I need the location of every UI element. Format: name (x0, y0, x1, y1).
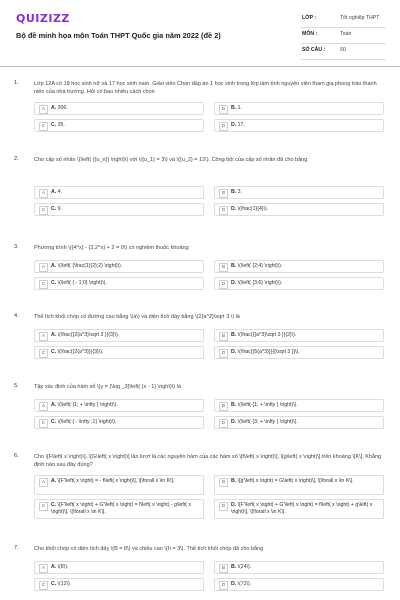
meta-label: LỚP : (302, 15, 317, 21)
option-letter: A. (51, 332, 57, 338)
option-value: \[F'\left( x \right) + G'\left( x \right) = f\left( x \right) + g\left( x \right)\], \[\forall x \in K\]. (231, 502, 373, 515)
meta-label: MÔN : (302, 31, 318, 37)
option-key-box: D (219, 502, 228, 511)
option-text (231, 402, 380, 409)
question-text: Thể tích khối chóp có đường cao bằng \(a\) và diện tích đáy bằng \(2{a^2}\sqrt 3 \) là (34, 314, 240, 320)
option-key-box: D (219, 206, 228, 215)
answer-option-a[interactable] (34, 260, 204, 273)
question-number: 4. (14, 313, 19, 319)
option-key-box: B (219, 105, 228, 114)
option-value: 306. (57, 105, 68, 111)
option-value: \(\left( {3;6} \right)\). (237, 280, 283, 286)
option-key-box: A (39, 402, 48, 411)
option-value: \(\frac{1}{4}\). (237, 206, 269, 212)
option-text (51, 402, 200, 409)
option-text (51, 105, 200, 112)
question-text: Phương trình \({4^x} - {3.2^x} + 2 = 0\) có nghiệm thuộc khoảng (34, 245, 189, 251)
option-letter: B. (231, 478, 237, 484)
meta-table (300, 12, 386, 60)
option-letter: C. (51, 581, 57, 587)
option-letter: C. (51, 206, 57, 212)
option-key-box: A (39, 263, 48, 272)
answer-option-b[interactable] (214, 561, 384, 574)
option-key-box: C (39, 280, 48, 289)
question-text: Cho \[F\left( x \right)\], \[G\left( x \right)\] lần lượt là các nguyên hàm của các hàm số \[f\left( x \right)\], \[g\left( x \right)\] trên khoảng \[K\]. Khẳng định nào sau đây đúng? (34, 454, 382, 468)
option-letter: D. (231, 280, 237, 286)
option-letter: A. (51, 478, 57, 484)
option-text (51, 502, 200, 516)
header-divider (0, 66, 400, 67)
option-key-box: B (219, 478, 228, 487)
option-text (51, 122, 200, 129)
answer-option-b[interactable] (214, 186, 384, 199)
answer-option-d[interactable] (214, 346, 384, 359)
answer-option-a[interactable] (34, 102, 204, 115)
answer-option-d[interactable] (214, 499, 384, 519)
option-text (51, 280, 200, 287)
answer-option-c[interactable] (34, 578, 204, 591)
option-letter: C. (51, 349, 57, 355)
option-letter: C. (51, 122, 57, 128)
answer-option-c[interactable] (34, 416, 204, 429)
question-text: Cho cấp số nhân \(\left( {{u_n}} \right)\) với \({u_1} = 3\) và \({u_2} = 12\). Công bội của cấp số nhân đã cho bằng (34, 157, 308, 163)
quizizz-logo: QUIZIZZ (16, 12, 70, 25)
option-text (231, 122, 380, 129)
question-number: 2. (14, 156, 19, 162)
option-letter: A. (51, 263, 57, 269)
option-value: \(8\). (57, 564, 69, 570)
meta-value: 50 (340, 47, 346, 53)
document-header (0, 0, 400, 64)
option-key-box: D (219, 280, 228, 289)
answer-option-d[interactable] (214, 203, 384, 216)
option-text (51, 332, 200, 339)
answer-option-d[interactable] (214, 277, 384, 290)
option-text (51, 206, 200, 213)
option-value: \(\left( {2;4} \right)\). (237, 263, 283, 269)
option-text (231, 349, 380, 356)
option-text (231, 419, 380, 426)
answer-option-c[interactable] (34, 499, 204, 519)
option-key-box: C (39, 419, 48, 428)
answer-option-a[interactable] (34, 561, 204, 574)
option-value: \(\left( {1; + \infty } \right)\). (237, 402, 298, 408)
answer-option-a[interactable] (34, 186, 204, 199)
option-text (231, 478, 380, 485)
document-title: Bộ đề minh họa môn Toán THPT Quốc gia năm 2022 (đề 2) (16, 31, 221, 40)
option-text (231, 564, 380, 571)
option-key-box: B (219, 564, 228, 573)
option-text (51, 419, 200, 426)
option-text (231, 206, 380, 213)
question-number: 6. (14, 453, 19, 459)
option-key-box: D (219, 349, 228, 358)
option-text (231, 189, 380, 196)
option-key-box: A (39, 478, 48, 487)
question-number: 3. (14, 244, 19, 250)
option-text (51, 564, 200, 571)
answer-option-b[interactable] (214, 399, 384, 412)
answer-option-a[interactable] (34, 475, 204, 495)
option-letter: C. (51, 419, 57, 425)
option-value: \(\left( {3; + \infty } \right)\). (237, 419, 298, 425)
option-text (231, 502, 380, 516)
option-letter: D. (231, 502, 237, 508)
option-key-box: B (219, 332, 228, 341)
option-text (231, 332, 380, 339)
option-letter: B. (231, 189, 237, 195)
meta-row-subject (300, 28, 386, 44)
option-letter: D. (231, 122, 237, 128)
option-text (51, 189, 200, 196)
option-letter: B. (231, 105, 237, 111)
option-text (51, 478, 200, 485)
option-value: 3. (237, 189, 242, 195)
option-value: \(\frac{{2{a^3}}}{3}\). (57, 349, 104, 355)
option-key-box: A (39, 564, 48, 573)
option-key-box: C (39, 502, 48, 511)
answer-option-a[interactable] (34, 399, 204, 412)
option-value: 1. (237, 105, 242, 111)
meta-row-class (300, 12, 386, 28)
option-value: 4. (57, 189, 62, 195)
option-letter: D. (231, 581, 237, 587)
option-letter: A. (51, 189, 57, 195)
option-key-box: B (219, 189, 228, 198)
option-letter: B. (231, 564, 237, 570)
option-letter: D. (231, 419, 237, 425)
answer-option-d[interactable] (214, 578, 384, 591)
option-letter: B. (231, 332, 237, 338)
meta-row-count (300, 44, 386, 60)
option-value: \(\frac{{2{a^3}\sqrt 3 }}{3}\). (57, 332, 120, 338)
question-text: Tập xác định của hàm số \(y = {\log _3}\left( {x - 1} \right)\) là (34, 384, 181, 390)
question-number: 1. (14, 80, 19, 86)
answer-option-c[interactable] (34, 119, 204, 132)
option-key-box: D (219, 581, 228, 590)
answer-option-c[interactable] (34, 277, 204, 290)
option-value: \(\left( {\frac{1}{2};2} \right)\). (57, 263, 123, 269)
option-value: 17. (237, 122, 245, 128)
option-letter: B. (231, 263, 237, 269)
option-value: \(12\). (57, 581, 72, 587)
question-number: 7. (14, 545, 19, 551)
option-value: \(\left( { - 1;0} \right)\). (57, 280, 107, 286)
meta-label: SỐ CÂU : (302, 47, 326, 53)
option-value: \[F'\left( x \right) + G'\left( x \right) = f\left( x \right) - g\left( x \right)\], \[\forall x \in K\]. (51, 502, 192, 515)
option-letter: D. (231, 349, 237, 355)
option-value: \[F'\left( x \right) = - f\left( x \right)\], \[\forall x \in K\]. (57, 478, 175, 484)
option-text (51, 349, 200, 356)
question-number: 5. (14, 383, 19, 389)
option-key-box: C (39, 349, 48, 358)
answer-option-d[interactable] (214, 119, 384, 132)
option-value: \(\left( { - \infty ;1} \right)\). (57, 419, 117, 425)
answer-option-a[interactable] (34, 329, 204, 342)
option-value: \(\left( {1; + \infty } \right)\). (57, 402, 118, 408)
question-text: Cho khối chóp có diện tích đáy \(B = 8\) và chiều cao \(h = 3\). Thể tích khối chóp đã cho bằng (34, 546, 264, 552)
answer-option-b[interactable] (214, 329, 384, 342)
question-text: Lớp 12A có 18 học sinh nữ và 17 học sinh nam. Giáo viên Chọn đáp án 1 học sinh trong lớp làm tình nguyện viên tham gia phong trào thanh niên của nhà trường. Hỏi có bao nhiêu cách chọn (34, 81, 377, 95)
option-value: 9. (57, 206, 62, 212)
option-key-box: A (39, 105, 48, 114)
option-key-box: B (219, 263, 228, 272)
option-letter: C. (51, 502, 57, 508)
option-letter: B. (231, 402, 237, 408)
option-value: \(72\). (237, 581, 252, 587)
option-value: 35. (57, 122, 65, 128)
option-value: \(\frac{{5{a^3}}}{{\sqrt 3 }}\). (237, 349, 300, 355)
option-letter: A. (51, 564, 57, 570)
answer-option-d[interactable] (214, 416, 384, 429)
answer-option-b[interactable] (214, 260, 384, 273)
option-key-box: D (219, 419, 228, 428)
answer-option-b[interactable] (214, 475, 384, 495)
option-text (231, 581, 380, 588)
answer-option-c[interactable] (34, 346, 204, 359)
option-value: \[g'\left( x \right) = G\left( x \right)\], \[\forall x \in K\]. (237, 478, 354, 484)
option-text (231, 263, 380, 270)
option-text (231, 105, 380, 112)
option-letter: C. (51, 280, 57, 286)
option-key-box: C (39, 206, 48, 215)
option-key-box: C (39, 581, 48, 590)
answer-option-c[interactable] (34, 203, 204, 216)
option-text (231, 280, 380, 287)
option-key-box: A (39, 332, 48, 341)
answer-option-b[interactable] (214, 102, 384, 115)
option-key-box: C (39, 122, 48, 131)
option-text (51, 263, 200, 270)
option-letter: A. (51, 402, 57, 408)
option-key-box: A (39, 189, 48, 198)
option-text (51, 581, 200, 588)
meta-value: Tốt nghiệp THPT (340, 15, 380, 21)
option-value: \(\frac{{{a^3}\sqrt 3 }}{2}\). (237, 332, 297, 338)
option-letter: A. (51, 105, 57, 111)
option-value: \(24\). (237, 564, 252, 570)
option-key-box: B (219, 402, 228, 411)
option-key-box: D (219, 122, 228, 131)
meta-value: Toán (340, 31, 352, 37)
option-letter: D. (231, 206, 237, 212)
